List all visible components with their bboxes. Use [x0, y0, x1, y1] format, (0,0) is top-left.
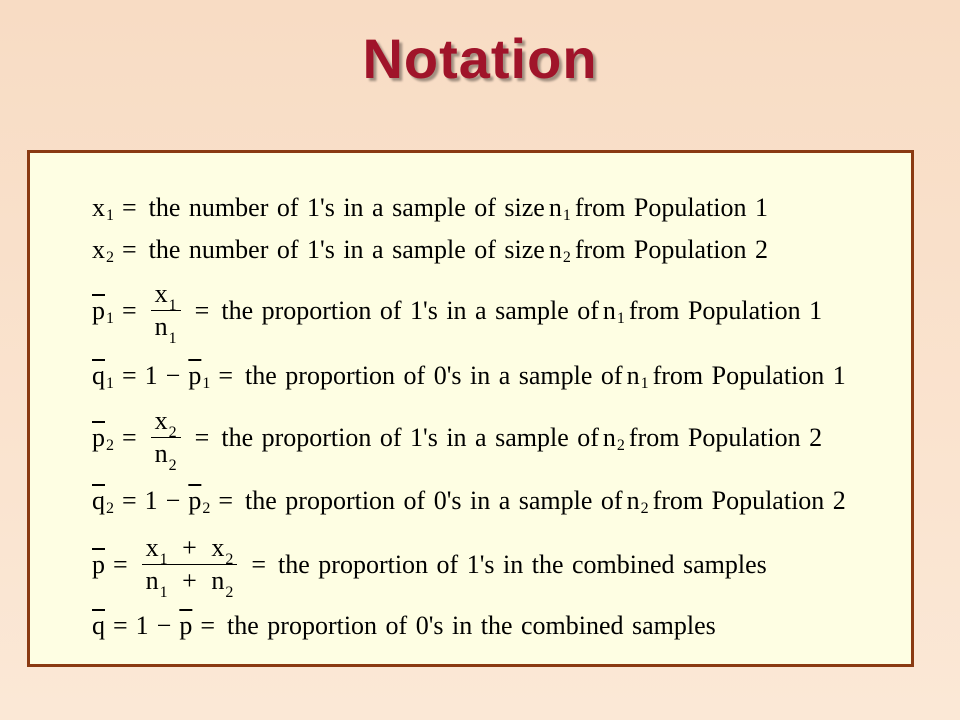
- var-n: n: [211, 566, 225, 595]
- population-text: from Population 2: [574, 235, 769, 264]
- var-x: x: [92, 235, 105, 264]
- equals-sign: =: [122, 486, 137, 515]
- population-text: from Population 1: [628, 295, 823, 325]
- numerator: [151, 279, 181, 314]
- plus-sign: +: [182, 566, 197, 595]
- population-text: from Population 2: [652, 486, 846, 515]
- equals-sign: =: [200, 611, 216, 640]
- equals-sign: =: [113, 611, 128, 640]
- definition-text: the proportion of 1's in a sample of: [221, 295, 599, 325]
- subscript: 2: [168, 457, 177, 474]
- definition-text: the proportion of 1's in the combined samples: [278, 549, 767, 579]
- page-title: Notation: [362, 27, 598, 90]
- var-q-bar: $\overline{q}$: [92, 361, 105, 390]
- subscript: 2: [616, 436, 625, 454]
- var-p-bar: $\overline{p}$: [188, 361, 202, 390]
- var-p-bar: $\overline{p}$: [92, 422, 105, 452]
- subscript: 1: [106, 207, 114, 224]
- equals-sign: =: [218, 486, 234, 515]
- one-literal: 1: [135, 611, 149, 640]
- subscript: 1: [159, 551, 168, 568]
- definition-text: the number of 1's in a sample of size: [148, 193, 545, 222]
- subscript: 2: [202, 500, 211, 517]
- subscript: 2: [225, 584, 234, 601]
- population-text: from Population 2: [628, 422, 823, 452]
- minus-sign: −: [156, 611, 172, 640]
- fraction: [151, 406, 181, 474]
- subscript: 1: [168, 297, 177, 314]
- notation-p1: [92, 279, 823, 347]
- var-n: n: [548, 193, 562, 222]
- var-x: x: [92, 193, 105, 222]
- equals-sign: =: [194, 295, 210, 325]
- numerator: [142, 533, 238, 568]
- var-p-bar: $\overline{p}$: [188, 486, 202, 515]
- var-x: x: [211, 533, 225, 562]
- var-p-bar: $\overline{p}$: [179, 611, 193, 640]
- denominator: [151, 310, 181, 347]
- var-p-bar: $\overline{p}$: [92, 549, 105, 579]
- subscript: 1: [562, 207, 571, 224]
- subscript: 1: [616, 309, 625, 327]
- subscript: 2: [106, 436, 114, 454]
- notation-q2: [92, 486, 846, 517]
- var-n: n: [602, 422, 616, 452]
- equals-sign: =: [251, 549, 267, 579]
- minus-sign: −: [165, 486, 181, 515]
- definition-text: the proportion of 0's in the combined samples: [227, 611, 716, 640]
- var-n: n: [626, 361, 640, 390]
- notation-p2: [92, 406, 823, 474]
- one-literal: 1: [144, 361, 158, 390]
- var-q-bar: $\overline{q}$: [92, 486, 105, 515]
- notation-x1: [92, 193, 769, 224]
- equals-sign: =: [122, 235, 137, 264]
- var-n: n: [154, 439, 168, 468]
- numerator: [151, 406, 181, 441]
- equals-sign: =: [122, 295, 137, 325]
- notation-q-combined: [92, 613, 716, 639]
- var-n: n: [626, 486, 640, 515]
- var-p-bar: $\overline{p}$: [92, 295, 105, 325]
- definition-text: the proportion of 0's in a sample of: [245, 486, 623, 515]
- notation-box: [27, 150, 914, 667]
- notation-p-combined: [92, 533, 767, 601]
- population-text: from Population 1: [574, 193, 769, 222]
- population-text: from Population 1: [652, 361, 846, 390]
- notation-q1: [92, 361, 846, 392]
- subscript: 2: [640, 500, 649, 517]
- subscript: 2: [106, 249, 114, 266]
- equals-sign: =: [113, 549, 128, 579]
- denominator: [142, 564, 238, 601]
- subscript: 2: [562, 249, 571, 266]
- var-x: x: [154, 406, 168, 435]
- subscript: 1: [168, 330, 177, 347]
- plus-sign: +: [182, 533, 197, 562]
- equals-sign: =: [122, 361, 137, 390]
- definition-text: the proportion of 1's in a sample of: [221, 422, 599, 452]
- subscript: 1: [202, 375, 211, 392]
- subscript: 2: [106, 500, 114, 517]
- equals-sign: =: [122, 193, 137, 222]
- subscript: 2: [168, 424, 177, 441]
- definition-text: the number of 1's in a sample of size: [148, 235, 545, 264]
- subscript: 1: [159, 584, 168, 601]
- var-x: x: [154, 279, 168, 308]
- var-n: n: [548, 235, 562, 264]
- equals-sign: =: [194, 422, 210, 452]
- minus-sign: −: [165, 361, 181, 390]
- equals-sign: =: [122, 422, 137, 452]
- var-n: n: [602, 295, 616, 325]
- var-q-bar: $\overline{q}$: [92, 611, 105, 640]
- subscript: 1: [106, 375, 114, 392]
- fraction: [142, 533, 238, 601]
- var-n: n: [145, 566, 159, 595]
- var-n: n: [154, 312, 168, 341]
- fraction: [151, 279, 181, 347]
- subscript: 1: [106, 309, 114, 327]
- subscript: 1: [640, 375, 649, 392]
- definition-text: the proportion of 0's in a sample of: [245, 361, 623, 390]
- var-x: x: [145, 533, 159, 562]
- denominator: [151, 437, 181, 474]
- one-literal: 1: [144, 486, 158, 515]
- subscript: 2: [225, 551, 234, 568]
- equals-sign: =: [218, 361, 234, 390]
- notation-x2: [92, 235, 769, 266]
